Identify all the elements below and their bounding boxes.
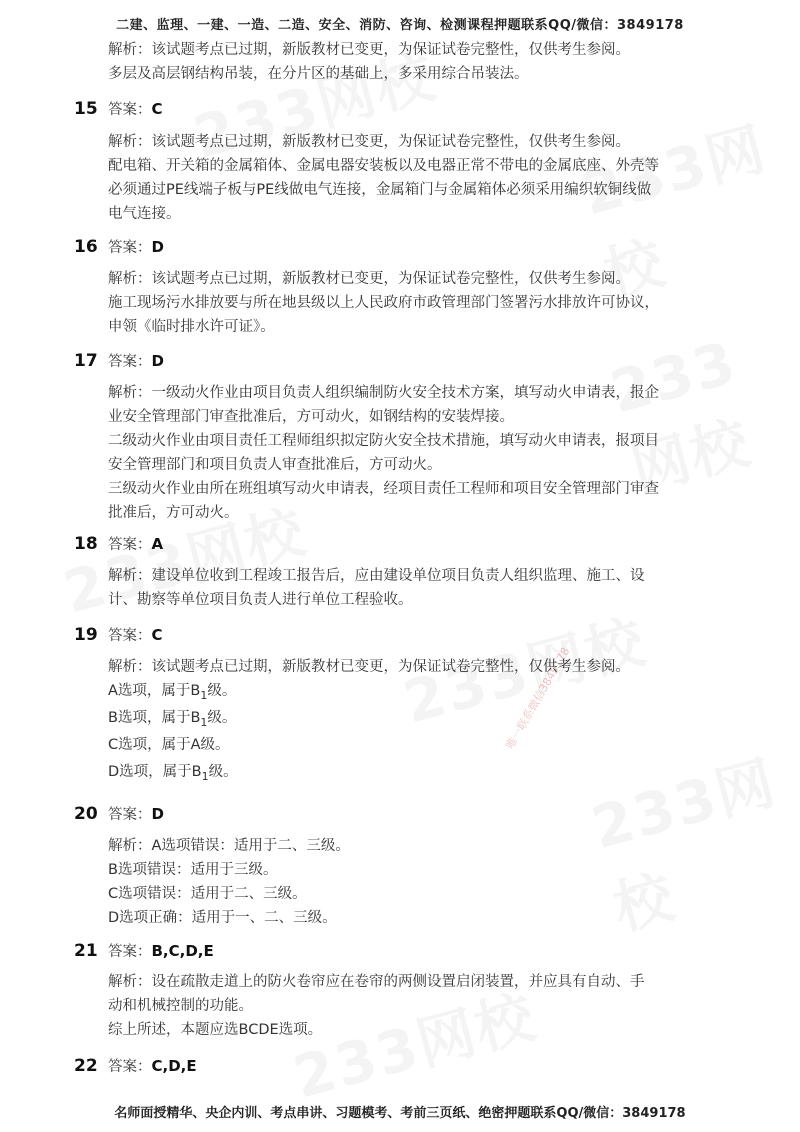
question-18-explanation [108,564,728,612]
text-line: 计、勘察等单位项目负责人进行单位工程验收。 [108,592,413,608]
text-line: 解析：该试题考点已过期，新版教材已变更，为保证试卷完整性，仅供考生参阅。 [108,271,630,287]
text-line: 安全管理部门和项目负责人审查批准后，方可动火。 [108,457,442,473]
option-line: A选项，属于$B_1$级。 [108,683,237,702]
question-20-header [74,803,164,827]
text-line: 必须通过PE线端子板与PE线做电气连接，金属箱门与金属箱体必须采用编织软铜线做 [108,182,652,198]
answer-value: D [151,238,164,256]
text-line: D选项正确：适用于一、二、三级。 [108,910,337,926]
question-17-header [74,350,164,374]
question-number: 15 [74,99,98,119]
answer-value: D [151,805,164,823]
text-line: 解析：一级动火作业由项目负责人组织编制防火安全技术方案，填写动火申请表，报企 [108,385,659,401]
explanation-block [108,38,728,86]
text-line: 三级动火作业由所在班组填写动火申请表，经项目责任工程师和项目安全管理部门审查 [108,481,659,497]
text-line: 多层及高层钢结构吊装，在分片区的基础上，多采用综合吊装法。 [108,66,529,82]
question-19-header [74,624,163,648]
answer-label: 答案： [108,354,152,370]
answer-value: C [151,626,163,644]
answer-label: 答案： [108,628,152,644]
text-line: 二级动火作业由项目责任工程师组织拟定防火安全技术措施，填写动火申请表，报项目 [108,433,659,449]
question-number: 17 [74,351,98,371]
question-number: 19 [74,625,98,645]
answer-value: C,D,E [151,1057,197,1075]
option-line: C选项，属于A级。 [108,737,230,753]
question-number: 16 [74,237,98,257]
question-16-header [74,236,164,260]
text-line: 综上所述，本题应选BCDE选项。 [108,1022,323,1038]
page-footer: 名师面授精华、央企内训、考点串讲、习题模考、考前三页纸、绝密押题联系QQ/微信：3849178 [114,1106,686,1121]
page-header: 二建、监理、一建、一造、二造、安全、消防、咨询、检测课程押题联系QQ/微信：3849178 [116,18,684,33]
question-15-explanation [108,130,728,226]
answer-label: 答案： [108,1059,152,1075]
question-18-header [74,533,163,557]
text-line: B选项错误：适用于三级。 [108,862,278,878]
text-line: 申领《临时排水许可证》。 [108,319,275,335]
text-line: 解析：设在疏散走道上的防火卷帘应在卷帘的两侧设置启闭装置，并应具有自动、手 [108,974,645,990]
option-line: B选项，属于$B_1$级。 [108,710,237,729]
text-line: 电气连接。 [108,206,181,222]
question-19-options [108,679,728,787]
text-line: 解析：建设单位收到工程竣工报告后，应由建设单位项目负责人组织监理、施工、设 [108,568,645,584]
question-22-header [74,1055,197,1079]
answer-label: 答案： [108,102,152,118]
answer-label: 答案： [108,240,152,256]
question-number: 18 [74,534,98,554]
question-16-explanation [108,267,728,339]
text-line: 批准后，方可动火。 [108,505,239,521]
question-number: 21 [74,941,98,961]
question-21-header [74,940,214,964]
answer-label: 答案： [108,537,152,553]
question-20-explanation [108,834,728,930]
text-line: 动和机械控制的功能。 [108,998,253,1014]
text-line: 解析：该试题考点已过期，新版教材已变更，为保证试卷完整性，仅供考生参阅。 [108,659,630,675]
text-line: 解析：A选项错误：适用于二、三级。 [108,838,350,854]
answer-value: A [151,535,164,553]
answer-label: 答案： [108,807,152,823]
text-line: 解析：该试题考点已过期，新版教材已变更，为保证试卷完整性，仅供考生参阅。 [108,134,630,150]
question-15-header [74,98,163,122]
answer-label: 答案： [108,944,152,960]
question-17-explanation [108,381,728,525]
option-line: D选项，属于$B_1$级。 [108,764,238,783]
question-number: 22 [74,1056,98,1076]
watermark-side-text: 唯一联系微信3849178 [503,645,573,752]
text-line: 施工现场污水排放要与所在地县级以上人民政府市政管理部门签署污水排放许可协议， [108,295,659,311]
answer-value: B,C,D,E [151,942,214,960]
text-line: C选项错误：适用于二、三级。 [108,886,307,902]
answer-value: D [151,352,164,370]
question-number: 20 [74,804,98,824]
text-line: 解析：该试题考点已过期，新版教材已变更，为保证试卷完整性，仅供考生参阅。 [108,42,630,58]
question-19-explanation [108,655,728,679]
text-line: 业安全管理部门审查批准后，方可动火，如钢结构的安装焊接。 [108,409,514,425]
text-line: 配电箱、开关箱的金属箱体、金属电器安装板以及电器正常不带电的金属底座、外壳等 [108,158,659,174]
answer-value: C [151,100,163,118]
question-21-explanation [108,970,728,1042]
